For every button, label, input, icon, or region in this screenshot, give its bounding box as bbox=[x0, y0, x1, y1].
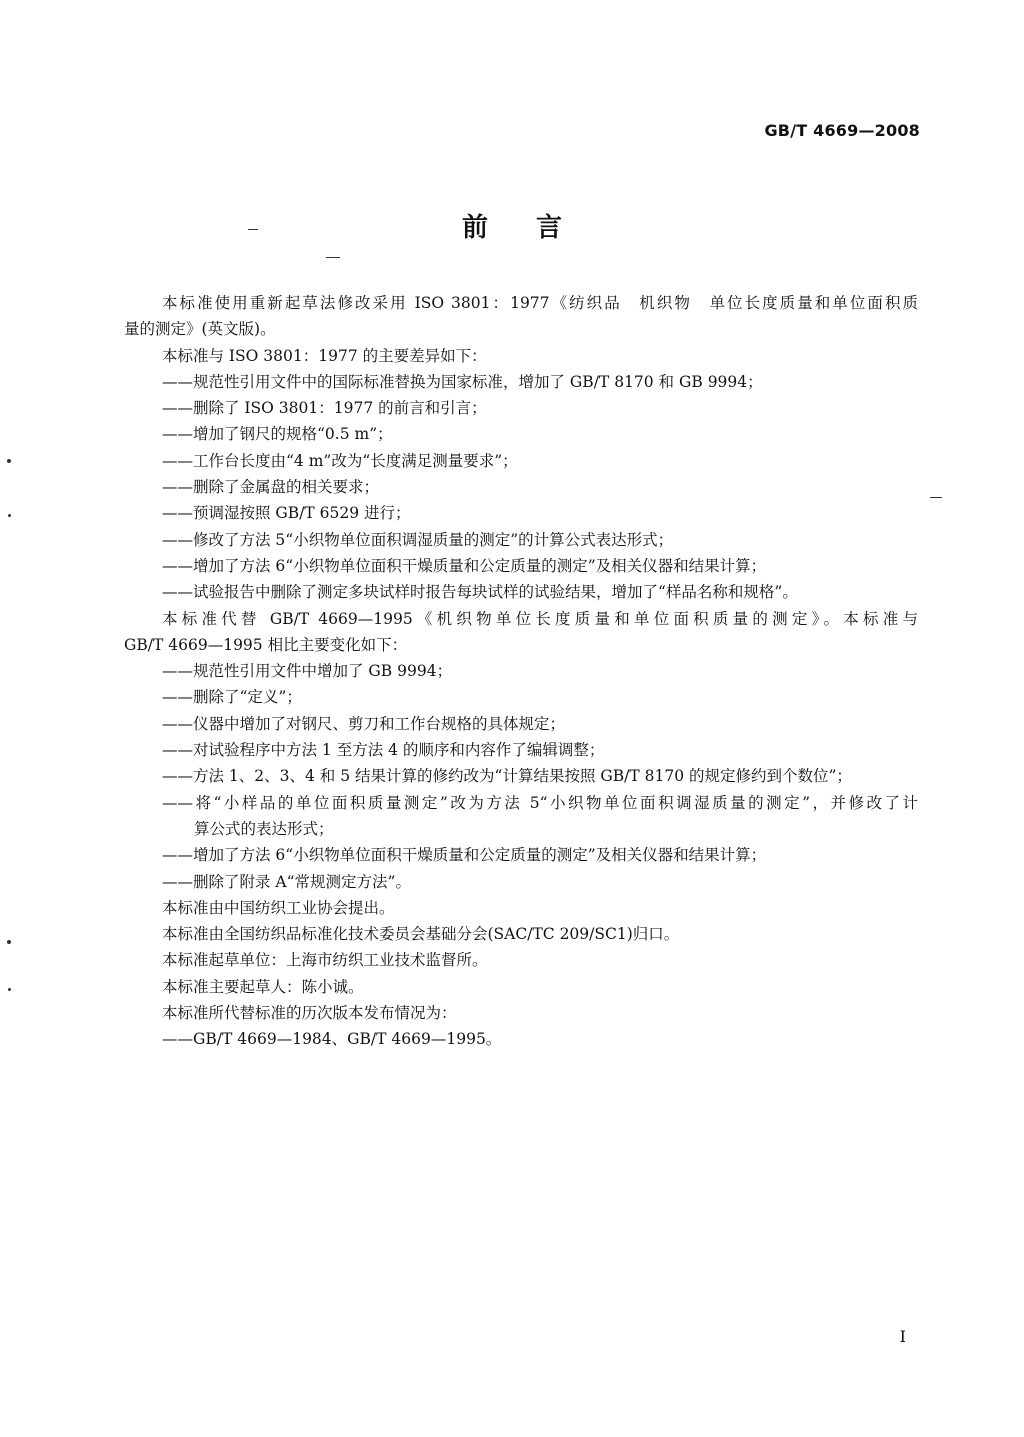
foreword-body bbox=[124, 290, 918, 1053]
list-item: ——仪器中增加了对钢尺、剪刀和工作台规格的具体规定； bbox=[162, 714, 566, 733]
list-item: ——对试验程序中方法 1 至方法 4 的顺序和内容作了编辑调整； bbox=[162, 741, 605, 760]
list-item: ——GB/T 4669—1984、GB/T 4669—1995。 bbox=[162, 1030, 502, 1049]
paragraph-line: 本标准由中国纺织工业协会提出。 bbox=[162, 898, 395, 917]
list-item: ——修改了方法 5“小织物单位面积调湿质量的测定”的计算公式表达形式； bbox=[162, 530, 674, 549]
list-item: ——方法 1、2、3、4 和 5 结果计算的修约改为“计算结果按照 GB/T 8170 的规定修约到个数位”； bbox=[162, 767, 852, 786]
list-item-continuation: 算公式的表达形式； bbox=[194, 819, 334, 838]
paragraph-line: 本标准起草单位：上海市纺织工业技术监督所。 bbox=[162, 951, 488, 970]
list-item: ——规范性引用文件中增加了 GB 9994； bbox=[162, 662, 453, 681]
list-item: ——将“小样品的单位面积质量测定”改为方法 5“小织物单位面积调湿质量的测定”，并修改了计 bbox=[162, 793, 918, 812]
scan-speck bbox=[326, 257, 340, 258]
paragraph-line: 本标准代替 GB/T 4669—1995《机织物单位长度质量和单位面积质量的测定》。本标准与 bbox=[162, 609, 918, 628]
paragraph-line: 本标准主要起草人：陈小诚。 bbox=[162, 977, 364, 996]
paragraph-line: GB/T 4669—1995 相比主要变化如下： bbox=[124, 635, 408, 654]
paragraph-line: 本标准使用重新起草法修改采用 ISO 3801：1977《纺织品 机织物 单位长度质量和单位面积质 bbox=[162, 294, 918, 312]
list-item: ——规范性引用文件中的国际标准替换为国家标准，增加了 GB/T 8170 和 GB 9994； bbox=[162, 372, 763, 391]
list-item: ——预调湿按照 GB/T 6529 进行； bbox=[162, 504, 411, 523]
paragraph-line: 本标准与 ISO 3801：1977 的主要差异如下： bbox=[162, 346, 487, 365]
list-item: ——试验报告中删除了测定多块试样时报告每块试样的试验结果，增加了“样品名称和规格”。 bbox=[162, 583, 798, 602]
scan-speck bbox=[7, 459, 11, 463]
list-item: ——增加了钢尺的规格“0.5 m”； bbox=[162, 425, 393, 444]
list-item: ——删除了 ISO 3801：1977 的前言和引言； bbox=[162, 399, 487, 418]
page-number: I bbox=[899, 1327, 906, 1346]
page-title: 前言 bbox=[461, 213, 610, 243]
scan-speck bbox=[248, 229, 258, 230]
scan-speck bbox=[8, 988, 11, 991]
list-item: ——删除了附录 A“常规测定方法”。 bbox=[162, 872, 411, 891]
scan-speck bbox=[7, 940, 11, 944]
list-item: ——删除了金属盘的相关要求； bbox=[162, 478, 380, 497]
scan-speck bbox=[930, 497, 942, 498]
paragraph-line: 本标准所代替标准的历次版本发布情况为： bbox=[162, 1004, 457, 1023]
list-item: ——增加了方法 6“小织物单位面积干燥质量和公定质量的测定”及相关仪器和结果计算； bbox=[162, 846, 767, 865]
paragraph-line: 本标准由全国纺织品标准化技术委员会基础分会(SAC/TC 209/SC1)归口。 bbox=[162, 925, 680, 944]
standard-number: GB/T 4669—2008 bbox=[764, 121, 920, 140]
list-item: ——增加了方法 6“小织物单位面积干燥质量和公定质量的测定”及相关仪器和结果计算； bbox=[162, 556, 767, 575]
list-item: ——工作台长度由“4 m”改为“长度满足测量要求”； bbox=[162, 451, 518, 470]
paragraph-line: 量的测定》(英文版)。 bbox=[124, 320, 276, 339]
scan-speck bbox=[8, 514, 11, 517]
list-item: ——删除了“定义”； bbox=[162, 688, 302, 707]
